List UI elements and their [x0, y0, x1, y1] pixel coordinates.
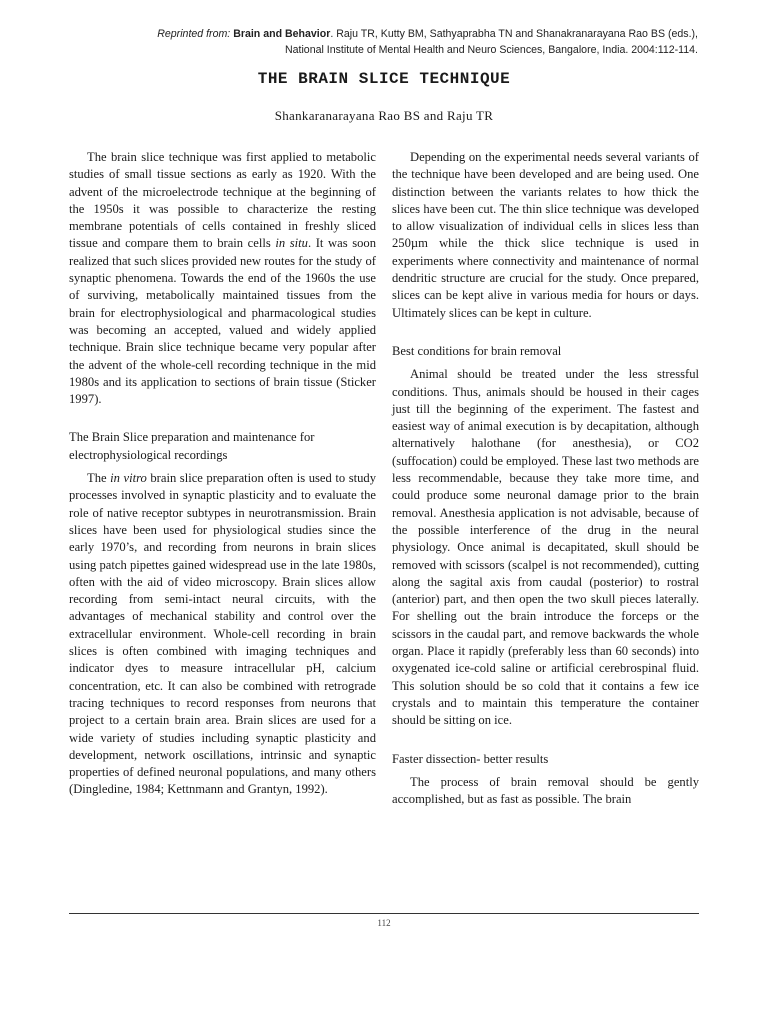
prep-text-2: brain slice preparation often is used to study processes involved in synaptic plasticity and to evaluate the role of native receptor subtypes in neurotransmission. Brain slices have been used for physiological studies since the early 1970’s, and recording from neurons in brain slices using patch pipettes gained widespread use in the late 1980s, often with the aid of video microscopy. Brain slices allow recording from semi-intact neural circuits, with the advantages of mechanical stability and control over the extracellular environment. Whole-cell recording in brain slices is often combined with imaging techniques and indicator dyes to measure intracellular pH, calcium concentration, etc. It can also be combined with retrograde tracing techniques to record responses from neurons that project to a certain brain area. Brain slices are used for a wide variety of studies including synaptic plasticity and development, network oscillations, intrinsic and synaptic properties of defined neuronal populations, and many others (Dingledine, 1984; Kettnmann and Grantyn, 1992).: [69, 471, 376, 797]
reprint-label: Reprinted from:: [157, 28, 231, 40]
article-title: THE BRAIN SLICE TECHNIQUE: [257, 70, 511, 88]
intro-text-2: . It was soon realized that such slices provided new routes for the study of synaptic phenomena. Towards the end of the 1960s the use of surviving, metabolically maintained tissues from the brain for electrophysiological and pharmacological studies was becoming an accepted, valued and widely applied technique. Brain slice technique became very popular after the advent of the whole-cell recording technique in the mid 1980s and its application to sections of brain tissue (Sticker 1997).: [69, 236, 376, 407]
variants-paragraph: Depending on the experimental needs several variants of the technique have been developed and are being used. One distinction between the variants relates to how thick the slices have been cut. The thin slice technique was developed to allow visualization of individual cells in slices less than 250µm while the thick slice technique is used in experiments where connectivity and maintenance of normal dendritic structure are crucial for the study. Once prepared, slices can be kept alive in various media for hours or days. Ultimately slices can be kept in culture.: [392, 150, 699, 320]
reprint-citation: [98, 26, 698, 58]
citation-line-1: [98, 26, 698, 42]
footer-rule: [69, 913, 699, 914]
article-authors: Shankaranarayana Rao BS and Raju TR: [274, 108, 494, 123]
left-column: [69, 149, 376, 799]
book-title: Brain and Behavior: [233, 28, 331, 40]
publisher-line: National Institute of Mental Health and Neuro Sciences, Bangalore, India. 2004:112-114.: [284, 44, 698, 56]
prep-text-1: The: [87, 471, 111, 486]
removal-paragraph: Animal should be treated under the less stressful conditions. Thus, animals should be housed in their cages just till the beginning of the experiment. The fastest and easiest way of animal execution is by decapitation, although alternatively halothane (for anesthesia), or CO2 (suffocation) could be employed. These last two methods are less recommendable, because they take more time, and could produce some neuronal damage prior to the brain removal. Anesthesia application is not advisable, because of the possible interference of the drug in the neural physiology. Once animal is decapitated, skull should be removed with scissors (scalpel is not recommended), cutting along the sagital axis from caudal (posterior) to rostral (anterior) part, and then open the two skull pieces laterally. For shelling out the brain introduce the forceps or the scissors in the caudal part, and remove backwards the whole organ. Place it rapidly (preferably less than 60 seconds) into oxygenated ice-cold saline or artificial cerebrospinal fluid. This solution should be so cold that it contains a few ice crystals and to maintain this temperature the container should be sitting on ice.: [392, 367, 699, 728]
section-heading-dissection: Faster dissection- better results: [392, 751, 549, 766]
intro-paragraph: [69, 149, 376, 408]
dissection-paragraph: The process of brain removal should be gently accomplished, but as fast as possible. The brain: [392, 774, 699, 807]
intro-italic: in situ: [275, 236, 308, 251]
page-number: 112: [377, 918, 391, 928]
section-heading-removal: Best conditions for brain removal: [392, 343, 562, 358]
prep-italic: in vitro: [110, 471, 147, 486]
right-column: [392, 149, 699, 808]
intro-text-1: The brain slice technique was first applied to metabolic studies of small tissue sections as early as 1920. With the advent of the microelectrode technique at the beginning of the 1950s it was possible to characterize the resting membrane potentials of cells contained in freshly sliced tissue and compare them to brain cells: [69, 150, 376, 251]
section-heading-preparation: The Brain Slice preparation and maintenance for electrophysiological recordings: [69, 430, 315, 462]
editors: . Raju TR, Kutty BM, Sathyaprabha TN and Shanakranarayana Rao BS (eds.),: [330, 28, 698, 40]
preparation-paragraph: [69, 470, 376, 799]
